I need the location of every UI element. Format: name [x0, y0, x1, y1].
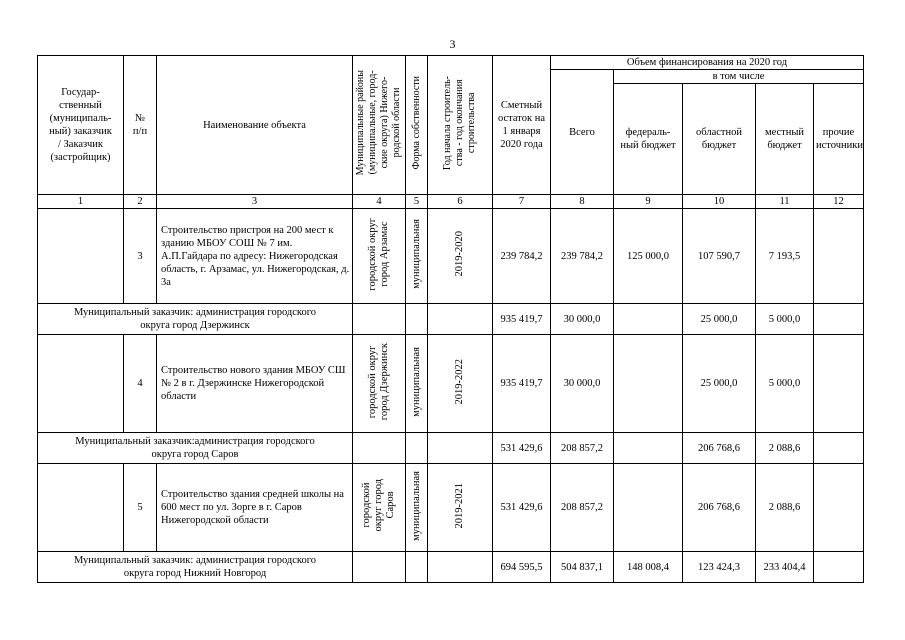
federal-value [614, 433, 683, 464]
district-cell: городской округ город Арзамас [353, 209, 406, 304]
local-value: 233 404,4 [756, 552, 814, 583]
col-num: 8 [551, 195, 614, 209]
header-regional: областной бюджет [683, 84, 756, 195]
regional-value: 206 768,6 [683, 464, 756, 552]
total-value: 30 000,0 [551, 335, 614, 433]
ownership-cell: муниципальная [406, 335, 428, 433]
object-name: Строительство пристроя на 200 мест к зданию МБОУ СОШ № 7 им. А.П.Гайдара по адресу: Нижегородская область, г. Арзамас, ул. Нижегородская, д. 3а [157, 209, 353, 304]
col-num: 10 [683, 195, 756, 209]
page-number: 3 [449, 37, 456, 51]
local-value: 7 193,5 [756, 209, 814, 304]
federal-value: 148 008,4 [614, 552, 683, 583]
financing-table [37, 55, 864, 583]
col-num: 7 [493, 195, 551, 209]
other-value [814, 209, 864, 304]
col-num: 4 [353, 195, 406, 209]
total-value: 239 784,2 [551, 209, 614, 304]
ownership-cell: муниципальная [406, 209, 428, 304]
row-number: 3 [124, 209, 157, 304]
balance-value: 531 429,6 [493, 433, 551, 464]
balance-value: 935 419,7 [493, 304, 551, 335]
col-num: 9 [614, 195, 683, 209]
header-years: Год начала строитель- ства - год окончания строительства [428, 56, 493, 195]
total-value: 208 857,2 [551, 464, 614, 552]
local-value: 5 000,0 [756, 304, 814, 335]
local-value: 2 088,6 [756, 464, 814, 552]
col-num: 3 [157, 195, 353, 209]
other-value [814, 552, 864, 583]
empty-cell [428, 433, 493, 464]
empty-cell [406, 304, 428, 335]
header-funding: Объем финансирования на 2020 год [551, 56, 864, 70]
regional-value: 206 768,6 [683, 433, 756, 464]
header-num: № п/п [124, 56, 157, 195]
empty-cell [428, 552, 493, 583]
federal-value: 125 000,0 [614, 209, 683, 304]
group-row [38, 304, 864, 335]
ownership-cell: муниципальная [406, 464, 428, 552]
balance-value: 531 429,6 [493, 464, 551, 552]
empty-cell [353, 552, 406, 583]
years-cell: 2019-2022 [428, 335, 493, 433]
federal-value [614, 304, 683, 335]
federal-value [614, 464, 683, 552]
table-row [38, 335, 864, 433]
col-num: 2 [124, 195, 157, 209]
object-name: Строительство здания средней школы на 600 мест по ул. Зорге в г. Саров Нижегородской области [157, 464, 353, 552]
years-cell: 2019-2020 [428, 209, 493, 304]
group-label: Муниципальный заказчик: администрация городского округа город Дзержинск [38, 304, 353, 335]
header-object-name: Наименование объекта [157, 56, 353, 195]
header-federal: федераль- ный бюджет [614, 84, 683, 195]
years-cell: 2019-2021 [428, 464, 493, 552]
balance-value: 935 419,7 [493, 335, 551, 433]
header-other: прочие источники [814, 84, 864, 195]
customer-cell [38, 335, 124, 433]
header-local: местный бюджет [756, 84, 814, 195]
district-cell: городской округ город Дзержинск [353, 335, 406, 433]
header-districts: Муниципальные районы (муниципальные, город- ские округа) Нижего- родской области [353, 56, 406, 195]
regional-value: 107 590,7 [683, 209, 756, 304]
col-num: 12 [814, 195, 864, 209]
empty-cell [406, 433, 428, 464]
empty-cell [353, 304, 406, 335]
empty-cell [428, 304, 493, 335]
group-row [38, 433, 864, 464]
header-customer: Государ- ственный (муниципаль- ный) заказчик / Заказчик (застройщик) [38, 56, 124, 195]
group-label: Муниципальный заказчик: администрация городского округа город Нижний Новгород [38, 552, 353, 583]
regional-value: 25 000,0 [683, 335, 756, 433]
header-including: в том числе [614, 70, 864, 84]
col-num: 11 [756, 195, 814, 209]
empty-cell [406, 552, 428, 583]
federal-value [614, 335, 683, 433]
local-value: 5 000,0 [756, 335, 814, 433]
group-row [38, 552, 864, 583]
table-row [38, 464, 864, 552]
col-num: 6 [428, 195, 493, 209]
empty-cell [353, 433, 406, 464]
object-name: Строительство нового здания МБОУ СШ № 2 в г. Дзержинске Нижегородской области [157, 335, 353, 433]
balance-value: 239 784,2 [493, 209, 551, 304]
other-value [814, 335, 864, 433]
header-ownership: Форма собственности [406, 56, 428, 195]
total-value: 30 000,0 [551, 304, 614, 335]
customer-cell [38, 209, 124, 304]
table-row [38, 209, 864, 304]
group-label: Муниципальный заказчик:администрация городского округа город Саров [38, 433, 353, 464]
row-number: 5 [124, 464, 157, 552]
total-value: 504 837,1 [551, 552, 614, 583]
col-num: 5 [406, 195, 428, 209]
col-num: 1 [38, 195, 124, 209]
row-number: 4 [124, 335, 157, 433]
other-value [814, 304, 864, 335]
other-value [814, 464, 864, 552]
regional-value: 123 424,3 [683, 552, 756, 583]
header-total: Всего [551, 70, 614, 195]
total-value: 208 857,2 [551, 433, 614, 464]
regional-value: 25 000,0 [683, 304, 756, 335]
customer-cell [38, 464, 124, 552]
local-value: 2 088,6 [756, 433, 814, 464]
district-cell: городской округ город Саров [353, 464, 406, 552]
balance-value: 694 595,5 [493, 552, 551, 583]
header-balance: Сметный остаток на 1 января 2020 года [493, 56, 551, 195]
other-value [814, 433, 864, 464]
column-number-row [38, 195, 864, 209]
